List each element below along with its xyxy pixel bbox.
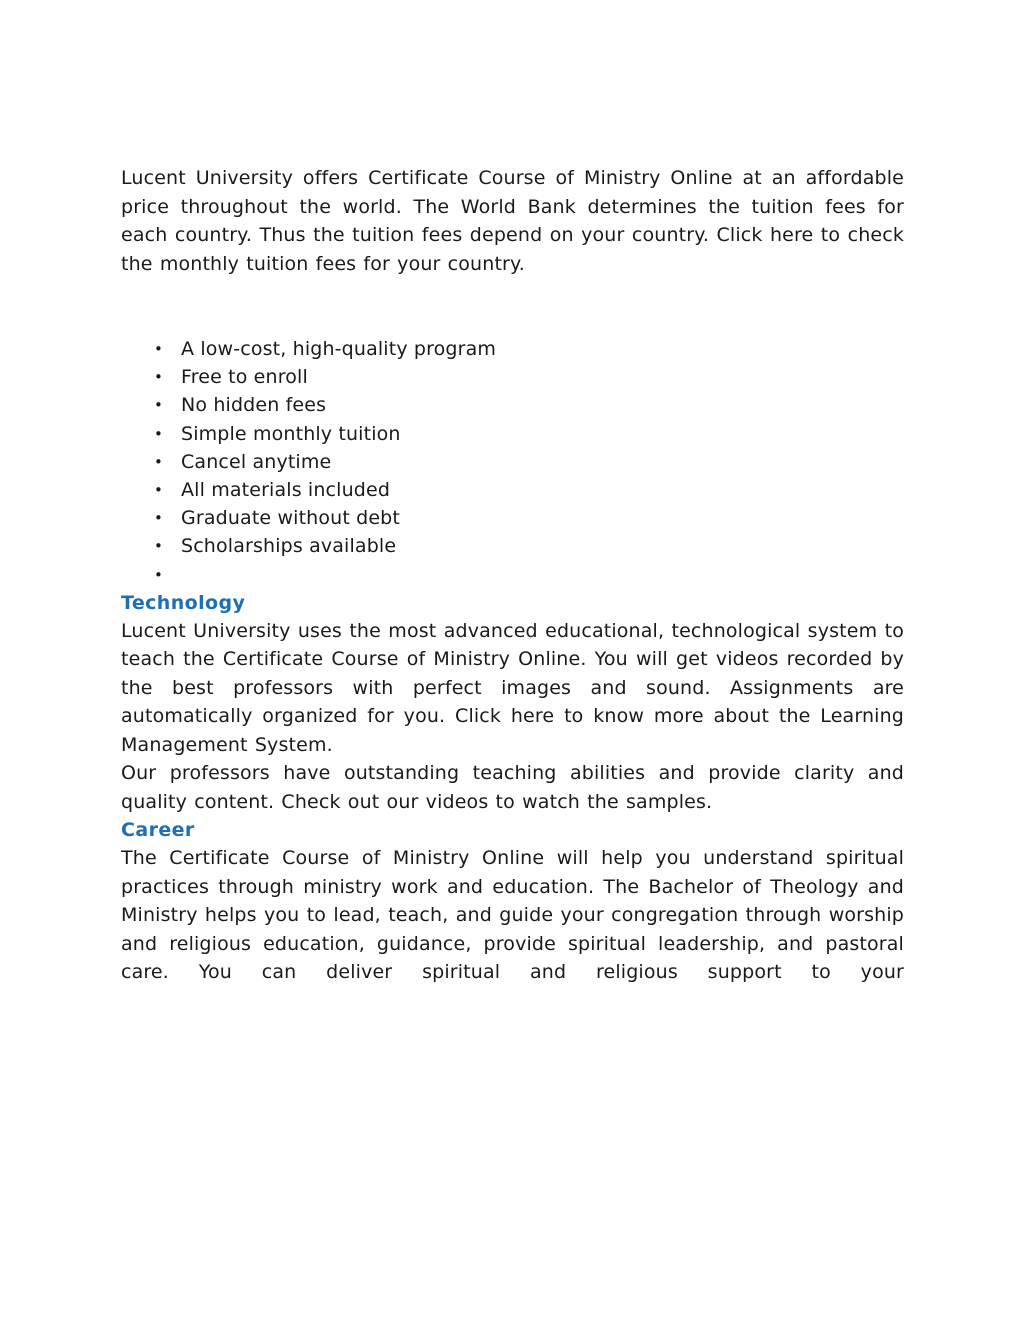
list-item (121, 448, 904, 476)
professors-paragraph: Our professors have outstanding teaching abilities and provide clarity and quality content. Check out our videos to watch the samples. (121, 762, 904, 813)
bullet-icon: • (154, 509, 163, 528)
bullet-icon: • (154, 452, 163, 471)
intro-paragraph: Lucent University offers Certificate Course of Ministry Online at an affordable price throughout the world. The World Bank determines the tuition fees for each country. Thus the tuition fees depend on your country. Click here to check the monthly tuition fees for your country. (121, 167, 904, 275)
career-paragraph: The Certificate Course of Ministry Online will help you understand spiritual practices through ministry work and education. The Bachelor of Theology and Ministry helps you to lead, teach, and guide your congregation through worship and religious education, guidance, provide spiritual leadership, and pastoral care. You can deliver spiritual and religious support to your (121, 847, 904, 984)
list-item (121, 335, 904, 363)
list-item-label: Simple monthly tuition (181, 422, 401, 445)
list-item-label: A low-cost, high-quality program (181, 338, 497, 360)
list-item (121, 561, 904, 589)
list-item (121, 420, 904, 448)
bullet-icon: • (154, 424, 163, 443)
list-item (121, 476, 904, 504)
list-item-label: All materials included (181, 478, 391, 501)
bullet-icon: • (154, 565, 163, 584)
list-item (121, 391, 904, 419)
list-item (121, 363, 904, 391)
technology-paragraph: Lucent University uses the most advanced educational, technological system to teach the Certificate Course of Ministry Online. You will get videos recorded by the best professors with perfect images and sound. Assignments are automatically organized for you. Click here to know more about the Learning Management System. (121, 619, 904, 756)
features-list (121, 335, 904, 589)
list-item-label: No hidden fees (181, 394, 327, 417)
bullet-icon: • (154, 340, 163, 358)
bullet-icon: • (154, 396, 163, 415)
bullet-icon: • (154, 537, 163, 556)
list-item-label: Graduate without debt (181, 507, 400, 530)
technology-heading: Technology (121, 591, 246, 614)
bullet-icon: • (154, 368, 163, 387)
career-heading: Career (121, 819, 195, 842)
list-item (121, 504, 904, 532)
document-page (121, 164, 904, 987)
list-item (121, 532, 904, 560)
list-item-label: Cancel anytime (181, 450, 332, 473)
list-item-label: Scholarships available (181, 535, 397, 558)
list-item-label: Free to enroll (181, 366, 308, 389)
bullet-icon: • (154, 480, 163, 499)
